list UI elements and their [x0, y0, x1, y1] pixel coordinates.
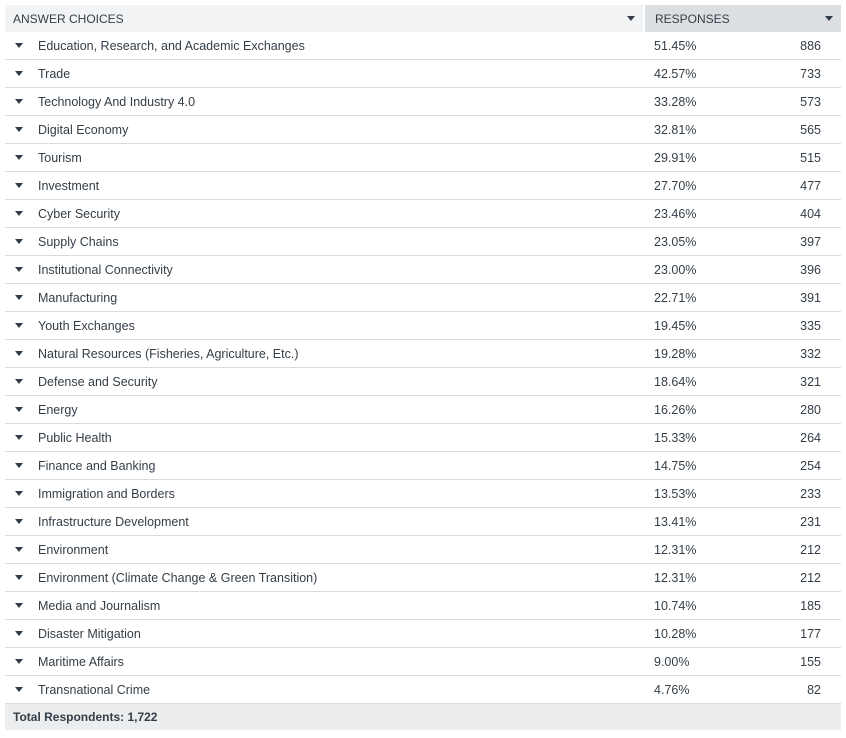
expand-caret-icon[interactable]	[15, 155, 23, 160]
expand-caret-icon[interactable]	[15, 183, 23, 188]
row-expand-cell	[5, 491, 33, 496]
answer-choices-header[interactable]	[5, 5, 643, 32]
response-count: 185	[800, 598, 821, 613]
response-percent: 19.45%	[654, 318, 697, 333]
row-expand-cell	[5, 267, 33, 272]
table-row	[5, 200, 841, 228]
response-percent: 14.75%	[654, 458, 697, 473]
expand-caret-icon[interactable]	[15, 407, 23, 412]
answer-choice-label: Infrastructure Development	[38, 514, 189, 529]
response-percent: 12.31%	[654, 570, 697, 585]
response-percent: 13.53%	[654, 486, 697, 501]
response-count: 212	[800, 570, 821, 585]
row-expand-cell	[5, 435, 33, 440]
response-percent: 32.81%	[654, 122, 697, 137]
expand-caret-icon[interactable]	[15, 379, 23, 384]
row-expand-cell	[5, 43, 33, 48]
row-expand-cell	[5, 239, 33, 244]
response-percent: 19.28%	[654, 346, 697, 361]
response-count: 155	[800, 654, 821, 669]
response-percent: 29.91%	[654, 150, 697, 165]
answer-choice-label: Environment (Climate Change & Green Transition)	[38, 570, 318, 585]
response-count: 254	[800, 458, 821, 473]
answer-choice-label: Youth Exchanges	[38, 318, 135, 333]
response-count: 335	[800, 318, 821, 333]
expand-caret-icon[interactable]	[15, 631, 23, 636]
expand-caret-icon[interactable]	[15, 603, 23, 608]
response-percent: 27.70%	[654, 178, 697, 193]
row-expand-cell	[5, 183, 33, 188]
answer-choice-label: Finance and Banking	[38, 458, 156, 473]
expand-caret-icon[interactable]	[15, 211, 23, 216]
response-percent: 9.00%	[654, 654, 690, 669]
response-count: 396	[800, 262, 821, 277]
expand-caret-icon[interactable]	[15, 43, 23, 48]
row-expand-cell	[5, 323, 33, 328]
answer-choice-label: Defense and Security	[38, 374, 158, 389]
row-expand-cell	[5, 603, 33, 608]
expand-caret-icon[interactable]	[15, 351, 23, 356]
response-count: 82	[807, 682, 821, 697]
row-expand-cell	[5, 547, 33, 552]
response-percent: 51.45%	[654, 38, 697, 53]
row-expand-cell	[5, 659, 33, 664]
results-table	[5, 5, 841, 730]
table-row	[5, 452, 841, 480]
response-percent: 10.74%	[654, 598, 697, 613]
table-row	[5, 256, 841, 284]
expand-caret-icon[interactable]	[15, 267, 23, 272]
expand-caret-icon[interactable]	[15, 435, 23, 440]
table-footer	[5, 704, 841, 730]
response-percent: 22.71%	[654, 290, 697, 305]
response-count: 332	[800, 346, 821, 361]
answer-choice-label: Technology And Industry 4.0	[38, 94, 196, 109]
total-respondents: Total Respondents: 1,722	[13, 710, 158, 724]
table-row	[5, 116, 841, 144]
row-expand-cell	[5, 575, 33, 580]
answer-choice-label: Investment	[38, 178, 100, 193]
expand-caret-icon[interactable]	[15, 659, 23, 664]
expand-caret-icon[interactable]	[15, 463, 23, 468]
table-row	[5, 620, 841, 648]
expand-caret-icon[interactable]	[15, 71, 23, 76]
answer-choice-label: Immigration and Borders	[38, 486, 175, 501]
row-expand-cell	[5, 127, 33, 132]
response-count: 565	[800, 122, 821, 137]
answer-choice-label: Cyber Security	[38, 206, 120, 221]
expand-caret-icon[interactable]	[15, 491, 23, 496]
expand-caret-icon[interactable]	[15, 547, 23, 552]
row-expand-cell	[5, 379, 33, 384]
response-count: 233	[800, 486, 821, 501]
table-row	[5, 172, 841, 200]
response-percent: 18.64%	[654, 374, 697, 389]
table-row	[5, 368, 841, 396]
response-percent: 12.31%	[654, 542, 697, 557]
response-count: 733	[800, 66, 821, 81]
response-count: 280	[800, 402, 821, 417]
answer-choice-label: Environment	[38, 542, 109, 557]
answer-choice-label: Trade	[38, 66, 71, 81]
sort-caret-icon[interactable]	[825, 16, 833, 21]
response-count: 391	[800, 290, 821, 305]
response-count: 321	[800, 374, 821, 389]
answer-choice-label: Supply Chains	[38, 234, 119, 249]
row-expand-cell	[5, 99, 33, 104]
response-count: 177	[800, 626, 821, 641]
answer-choice-label: Institutional Connectivity	[38, 262, 173, 277]
response-percent: 4.76%	[654, 682, 690, 697]
response-percent: 33.28%	[654, 94, 697, 109]
response-count: 573	[800, 94, 821, 109]
table-row	[5, 396, 841, 424]
table-header	[5, 5, 841, 32]
response-count: 477	[800, 178, 821, 193]
table-row	[5, 508, 841, 536]
responses-header[interactable]	[645, 5, 841, 32]
expand-caret-icon[interactable]	[15, 99, 23, 104]
response-count: 515	[800, 150, 821, 165]
answer-choice-label: Natural Resources (Fisheries, Agriculture, Etc.)	[38, 346, 299, 361]
table-row	[5, 564, 841, 592]
expand-caret-icon[interactable]	[15, 687, 23, 692]
row-expand-cell	[5, 71, 33, 76]
table-row	[5, 592, 841, 620]
answer-choice-label: Manufacturing	[38, 290, 118, 305]
sort-caret-icon[interactable]	[627, 16, 635, 21]
table-row	[5, 676, 841, 704]
row-expand-cell	[5, 519, 33, 524]
expand-caret-icon[interactable]	[15, 295, 23, 300]
row-expand-cell	[5, 687, 33, 692]
expand-caret-icon[interactable]	[15, 239, 23, 244]
response-count: 231	[800, 514, 821, 529]
row-expand-cell	[5, 407, 33, 412]
row-expand-cell	[5, 351, 33, 356]
response-count: 264	[800, 430, 821, 445]
table-body	[5, 32, 841, 704]
table-row	[5, 480, 841, 508]
answer-choice-label: Disaster Mitigation	[38, 626, 141, 641]
row-expand-cell	[5, 155, 33, 160]
response-count: 886	[800, 38, 821, 53]
table-row	[5, 284, 841, 312]
table-row	[5, 424, 841, 452]
responses-label: RESPONSES	[655, 11, 730, 26]
row-expand-cell	[5, 211, 33, 216]
response-percent: 15.33%	[654, 430, 697, 445]
table-row	[5, 648, 841, 676]
answer-choice-label: Energy	[38, 402, 78, 417]
response-count: 404	[800, 206, 821, 221]
table-row	[5, 88, 841, 116]
response-percent: 10.28%	[654, 626, 697, 641]
response-count: 397	[800, 234, 821, 249]
answer-choice-label: Education, Research, and Academic Exchanges	[38, 38, 305, 53]
table-row	[5, 32, 841, 60]
expand-caret-icon[interactable]	[15, 519, 23, 524]
row-expand-cell	[5, 295, 33, 300]
expand-caret-icon[interactable]	[15, 127, 23, 132]
table-row	[5, 312, 841, 340]
answer-choice-label: Media and Journalism	[38, 598, 161, 613]
answer-choice-label: Transnational Crime	[38, 682, 151, 697]
answer-choice-label: Digital Economy	[38, 122, 129, 137]
expand-caret-icon[interactable]	[15, 323, 23, 328]
table-row	[5, 340, 841, 368]
response-percent: 42.57%	[654, 66, 697, 81]
response-percent: 23.46%	[654, 206, 697, 221]
answer-choice-label: Public Health	[38, 430, 112, 445]
answer-choice-label: Tourism	[38, 150, 82, 165]
response-count: 212	[800, 542, 821, 557]
row-expand-cell	[5, 463, 33, 468]
table-row	[5, 60, 841, 88]
table-row	[5, 536, 841, 564]
expand-caret-icon[interactable]	[15, 575, 23, 580]
table-row	[5, 228, 841, 256]
response-percent: 23.00%	[654, 262, 697, 277]
response-percent: 23.05%	[654, 234, 697, 249]
response-percent: 13.41%	[654, 514, 697, 529]
table-row	[5, 144, 841, 172]
response-percent: 16.26%	[654, 402, 697, 417]
answer-choices-label: ANSWER CHOICES	[13, 11, 124, 26]
row-expand-cell	[5, 631, 33, 636]
answer-choice-label: Maritime Affairs	[38, 654, 124, 669]
